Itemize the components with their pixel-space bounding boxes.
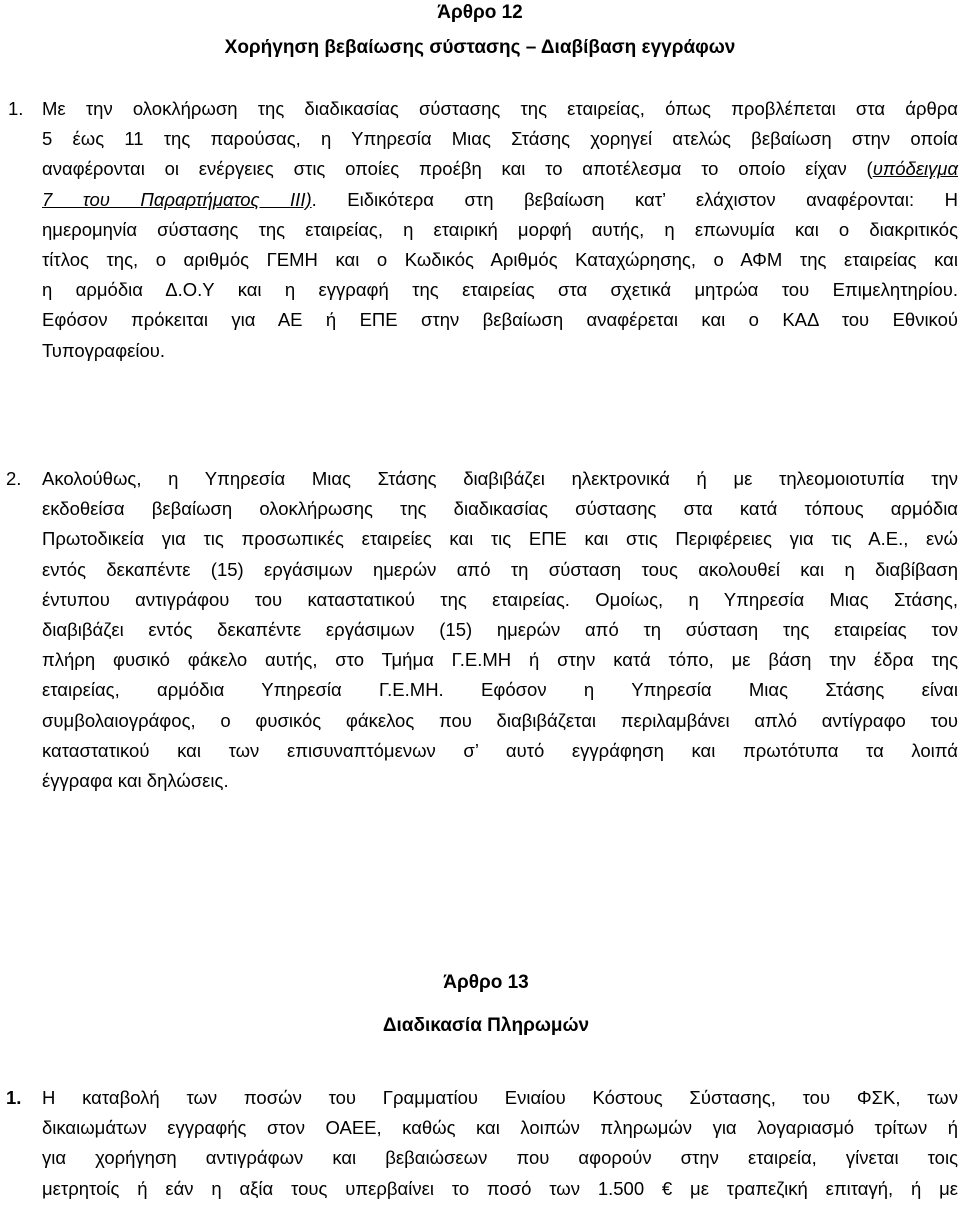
text-line: διαβιβάζει εντός δεκαπέντε εργάσιμων (15) ημερών από τη σύσταση της εταιρείας τον [42,619,958,641]
text-line: για χορήγηση αντιγράφων και βεβαιώσεων που αφορούν στην εταιρεία, γίνεται τοις [42,1147,958,1169]
text-line [42,154,958,184]
article-13-title: Άρθρο 13 [443,972,529,993]
text-line: καταστατικού και των επισυναπτόμενων σ’ αυτό εγγράφηση και πρωτότυπα τα λοιπά [42,739,958,761]
text-line: δικαιωμάτων εγγραφής στον ΟΑΕΕ, καθώς και λοιπών πληρωμών για λογαριασμό τρίτων ή [42,1117,958,1139]
text-line-part: . Ειδικότερα στη βεβαίωση κατ’ ελάχιστον αναφέρονται: Η [311,188,958,210]
reference-link[interactable]: υπόδειγμα [872,158,958,180]
text-line: εκδοθείσα βεβαίωση ολοκλήρωσης της διαδικασίας σύστασης στα κατά τόπους αρμόδια [42,498,958,520]
text-line: Με την ολοκλήρωση της διαδικασίας σύστασης της εταιρείας, όπως προβλέπεται στα άρθρα [42,98,958,119]
text-line: έντυπου αντιγράφου του καταστατικού της εταιρείας. Ομοίως, η Υπηρεσία Μιας Στάσης, [42,588,958,610]
text-line: μετρητοίς ή εάν η αξία τους υπερβαίνει το ποσό των 1.500 € με τραπεζική επιταγή, ή με [42,1177,958,1199]
paragraph-number: 1. [6,1087,22,1108]
text-line: Τυπογραφείου. [42,339,165,361]
text-line: η αρμόδια Δ.Ο.Υ και η εγγραφή της εταιρείας στα σχετικά μητρώα του Επιμελητηρίου. [42,279,958,301]
article-12-paragraph-2 [6,464,958,796]
text-line: 5 έως 11 της παρούσας, η Υπηρεσία Μιας Στάσης χορηγεί ατελώς βεβαίωση στην οποία [42,128,958,150]
text-line: έγγραφα και δηλώσεις. [42,770,229,792]
text-line: Η καταβολή των ποσών του Γραμματίου Ενιαίου Κόστους Σύστασης, του ΦΣΚ, των [42,1087,958,1108]
text-line: πλήρη φυσικό φάκελο αυτής, στο Τμήμα Γ.Ε.ΜΗ ή στην κατά τόπο, με βάση την έδρα της [42,649,958,671]
text-line: Ακολούθως, η Υπηρεσία Μιας Στάσης διαβιβάζει ηλεκτρονικά ή με τηλεομοιοτυπία την [42,468,958,489]
paragraph-number: 2. [6,468,22,489]
text-line: ημερομηνία σύστασης της εταιρείας, η εταιρική μορφή αυτής, η επωνυμία και ο διακριτικός [42,218,958,240]
text-line-part: αναφέρονται οι ενέργειες στις οποίες προέβη και το αποτέλεσμα το οποίο είχαν ( [42,158,873,180]
article-13-subtitle: Διαδικασία Πληρωμών [382,1015,590,1036]
article-12-paragraph-1 [8,94,958,366]
reference-link[interactable]: 7 του Παραρτήματος ΙΙΙ) [42,188,312,210]
text-line [42,185,958,215]
text-line: Πρωτοδικεία για τις προσωπικές εταιρείες και τις ΕΠΕ και στις Περιφέρειες για τις Α.Ε., ενώ [42,528,958,550]
article-13-paragraph-1 [6,1083,958,1204]
text-line: Εφόσον πρόκειται για ΑΕ ή ΕΠΕ στην βεβαίωση αναφέρεται και ο ΚΑΔ του Εθνικού [42,309,958,331]
text-line: εντός δεκαπέντε (15) εργάσιμων ημερών από τη σύσταση τους ακολουθεί και η διαβίβαση [42,558,958,580]
article-12-subtitle: Χορήγηση βεβαίωσης σύστασης – Διαβίβαση εγγράφων [224,37,736,58]
text-line: τίτλος της, ο αριθμός ΓΕΜΗ και ο Κωδικός Αριθμός Καταχώρησης, ο ΑΦΜ της εταιρείας και [42,249,958,271]
text-line: εταιρείας, αρμόδια Υπηρεσία Γ.Ε.ΜΗ. Εφόσον η Υπηρεσία Μιας Στάσης είναι [42,679,958,701]
article-12-title: Άρθρο 12 [437,2,523,23]
paragraph-number: 1. [8,98,24,119]
text-line: συμβολαιογράφος, ο φυσικός φάκελος που διαβιβάζεται περιλαμβάνει απλό αντίγραφο του [42,709,958,731]
